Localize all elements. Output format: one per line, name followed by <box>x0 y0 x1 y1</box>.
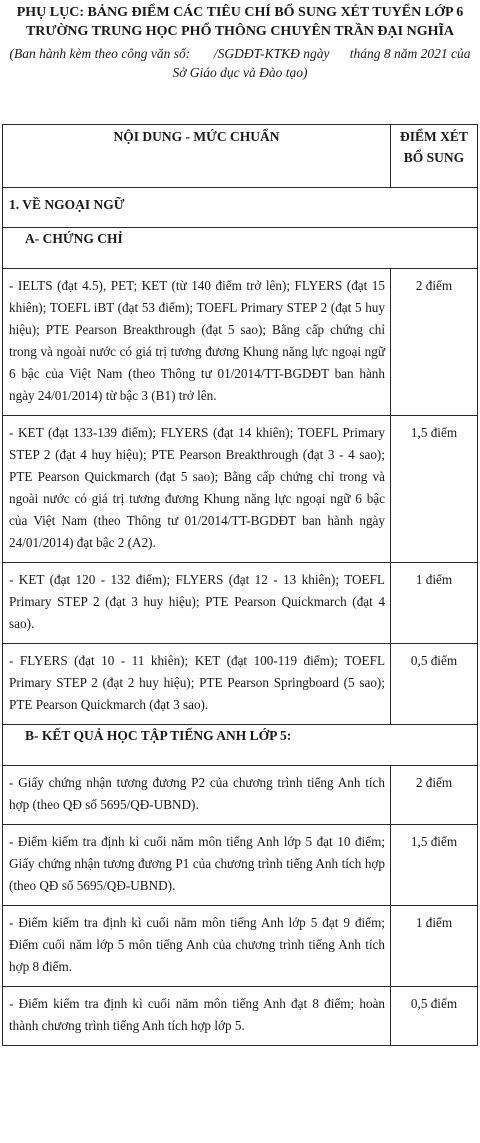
table-row <box>3 825 478 906</box>
criteria-points: 2 điểm <box>391 269 478 416</box>
table-row <box>3 269 478 416</box>
criteria-content: - KET (đạt 120 - 132 điểm); FLYERS (đạt 12 - 13 khiên); TOEFL Primary STEP 2 (đạt 3 huy hiệu); PTE Pearson Quickmarch (đạt 4 sao). <box>3 563 391 644</box>
criteria-points: 1 điểm <box>391 906 478 987</box>
subsection-row <box>3 228 478 269</box>
column-header-points <box>391 125 478 188</box>
table-row <box>3 644 478 725</box>
appendix-title: PHỤ LỤC: BẢNG ĐIỂM CÁC TIÊU CHÍ BỔ SUNG XÉT TUYỂN LỚP 6 <box>16 5 464 20</box>
table-row <box>3 766 478 825</box>
issuance-note-line2: Sở Giáo dục và Đào tạo) <box>172 65 308 80</box>
subsection-title-grade5-results: B- KẾT QUẢ HỌC TẬP TIẾNG ANH LỚP 5: <box>3 725 478 766</box>
table-row <box>3 906 478 987</box>
issuance-note-line1: (Ban hành kèm theo công văn số: /SGDĐT-KTKĐ ngày tháng 8 năm 2021 của <box>9 46 471 61</box>
table-row <box>3 987 478 1046</box>
column-header-content: NỘI DUNG - MỨC CHUẨN <box>3 125 391 188</box>
section-title-foreign-language: 1. VỀ NGOẠI NGỮ <box>3 188 478 228</box>
criteria-points: 2 điểm <box>391 766 478 825</box>
criteria-points: 1,5 điểm <box>391 416 478 563</box>
subsection-row <box>3 725 478 766</box>
criteria-content: - Giấy chứng nhận tương đương P2 của chương trình tiếng Anh tích hợp (theo QĐ số 5695/QĐ-UBND). <box>3 766 391 825</box>
criteria-points: 1,5 điểm <box>391 825 478 906</box>
criteria-table <box>2 124 478 1046</box>
criteria-points: 0,5 điểm <box>391 987 478 1046</box>
subsection-title-certificates: A- CHỨNG CHỈ <box>3 228 478 269</box>
criteria-content: - Điểm kiểm tra định kì cuối năm môn tiếng Anh đạt 8 điểm; hoàn thành chương trình tiếng Anh tích hợp lớp 5. <box>3 987 391 1046</box>
criteria-content: - IELTS (đạt 4.5), PET; KET (từ 140 điểm trở lên); FLYERS (đạt 15 khiên); TOEFL iBT (đạt 53 điểm); TOEFL Primary STEP 2 (đạt 5 huy hiệu); PTE Pearson Breakthrough (đạt 5 sao); Bằng cấp chứng chỉ trong và ngoài nước có giá trị tương đương Khung năng lực ngoại ngữ 6 bậc của Việt Nam (theo Thông tư 01/2014/TT-BGDĐT ban hành ngày 24/01/2014) từ bậc 3 (B1) trở lên. <box>3 269 391 416</box>
criteria-content: - FLYERS (đạt 10 - 11 khiên); KET (đạt 100-119 điểm); TOEFL Primary STEP 2 (đạt 2 huy hiệu); PTE Pearson Springboard (5 sao); PTE Pearson Quickmarch (đạt 3 sao). <box>3 644 391 725</box>
table-header-row <box>3 125 478 188</box>
criteria-points: 1 điểm <box>391 563 478 644</box>
column-header-points-line1: ĐIỂM XÉT <box>400 129 468 144</box>
table-row <box>3 563 478 644</box>
criteria-content: - KET (đạt 133-139 điểm); FLYERS (đạt 14 khiên); TOEFL Primary STEP 2 (đạt 4 huy hiệu); PTE Pearson Breakthrough (đạt 3 - 4 sao); PTE Pearson Quickmarch (đạt 5 sao); Bằng cấp chứng chỉ trong và ngoài nước có giá trị tương đương Khung năng lực ngoại ngữ 6 bậc của Việt Nam (theo Thông tư 01/2014/TT-BGDĐT ban hành ngày 24/01/2014) đạt bậc 2 (A2). <box>3 416 391 563</box>
criteria-content: - Điểm kiểm tra định kì cuối năm môn tiếng Anh lớp 5 đạt 10 điểm; Giấy chứng nhận tương đương P1 của chương trình tiếng Anh tích hợp (theo QĐ số 5695/QĐ-UBND). <box>3 825 391 906</box>
column-header-points-line2: BỔ SUNG <box>403 150 465 165</box>
criteria-content: - Điểm kiểm tra định kì cuối năm môn tiếng Anh lớp 5 đạt 9 điểm; Điểm cuối năm lớp 5 môn tiếng Anh của chương trình tiếng Anh tích hợp 8 điểm. <box>3 906 391 987</box>
criteria-points: 0,5 điểm <box>391 644 478 725</box>
school-name: TRƯỜNG TRUNG HỌC PHỔ THÔNG CHUYÊN TRẦN ĐẠI NGHĨA <box>25 24 455 39</box>
table-row <box>3 416 478 563</box>
section-row <box>3 188 478 228</box>
